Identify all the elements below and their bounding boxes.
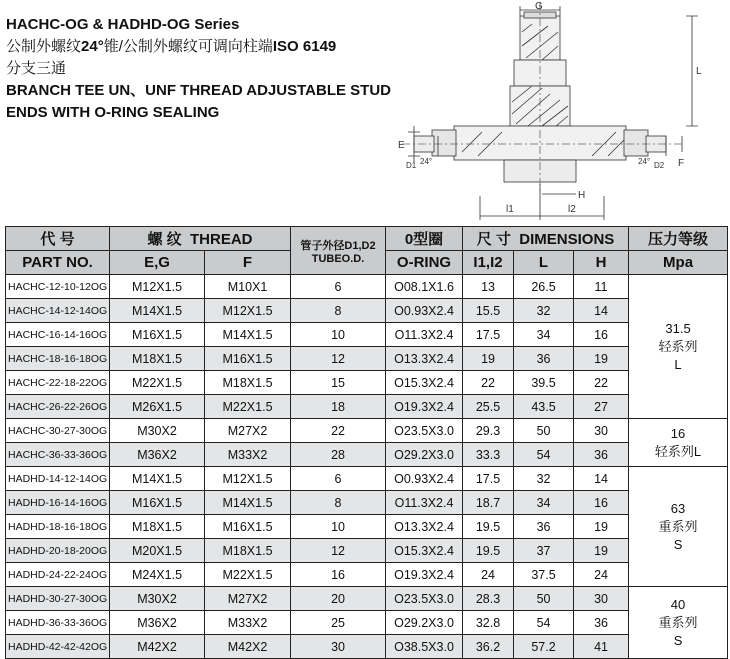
dim-l-cell: 37.5 — [514, 563, 574, 587]
pressure-code: S — [673, 536, 683, 552]
thread-eg-cell: M14X1.5 — [110, 467, 205, 491]
thread-f-cell: M10X1 — [205, 275, 291, 299]
table-row — [6, 275, 728, 299]
thread-eg-cell: M20X1.5 — [110, 539, 205, 563]
part-number-cell: HADHD-30-27-30OG — [6, 587, 110, 611]
oring-cell: O23.5X3.0 — [386, 419, 463, 443]
thread-f-cell: M14X1.5 — [205, 323, 291, 347]
part-number-cell: HACHC-14-12-14OG — [6, 299, 110, 323]
tube-od-cell: 15 — [291, 371, 386, 395]
thread-eg-cell: M16X1.5 — [110, 323, 205, 347]
header-oring-en: O-RING — [386, 251, 463, 275]
dim-h-cell: 36 — [574, 611, 629, 635]
thread-f-cell: M12X1.5 — [205, 467, 291, 491]
dim-d2-label: D2 — [654, 161, 665, 170]
table-row — [6, 371, 728, 395]
tube-od-cell: 12 — [291, 539, 386, 563]
dim-l-cell: 39.5 — [514, 371, 574, 395]
dim-h-cell: 22 — [574, 371, 629, 395]
header-tube-en: TUBEO.D. — [311, 252, 365, 265]
dim-l12-cell: 32.8 — [463, 611, 514, 635]
header-code-cn: 代 号 — [6, 227, 110, 251]
oring-cell: O11.3X2.4 — [386, 323, 463, 347]
dim-l12-cell: 24 — [463, 563, 514, 587]
dim-l12-cell: 17.5 — [463, 323, 514, 347]
header-l: L — [514, 251, 574, 275]
pressure-group-cell — [629, 587, 728, 659]
dim-l12-cell: 25.5 — [463, 395, 514, 419]
dim-l2-label: l2 — [568, 204, 576, 215]
cn-title-angle: 24° — [81, 38, 104, 55]
dim-l12-cell: 36.2 — [463, 635, 514, 659]
tube-od-cell: 6 — [291, 275, 386, 299]
table-row — [6, 299, 728, 323]
dim-l12-cell: 19.5 — [463, 515, 514, 539]
oring-cell: O08.1X1.6 — [386, 275, 463, 299]
dim-d1-label: D1 — [406, 161, 417, 170]
thread-eg-cell: M26X1.5 — [110, 395, 205, 419]
thread-eg-cell: M18X1.5 — [110, 515, 205, 539]
thread-eg-cell: M36X2 — [110, 611, 205, 635]
cn-title-part: 锥/公制外螺纹可调向柱端 — [103, 38, 273, 55]
dim-l-cell: 50 — [514, 419, 574, 443]
oring-cell: O0.93X2.4 — [386, 467, 463, 491]
pressure-group-cell — [629, 419, 728, 467]
thread-f-cell: M16X1.5 — [205, 347, 291, 371]
header-dimensions — [463, 227, 629, 251]
oring-cell: O15.3X2.4 — [386, 371, 463, 395]
part-number-cell: HACHC-18-16-18OG — [6, 347, 110, 371]
header-h: H — [574, 251, 629, 275]
thread-eg-cell: M36X2 — [110, 443, 205, 467]
part-number-cell: HADHD-42-42-42OG — [6, 635, 110, 659]
part-number-cell: HACHC-30-27-30OG — [6, 419, 110, 443]
dim-h-cell: 24 — [574, 563, 629, 587]
header-thread-en: THREAD — [190, 231, 253, 248]
dim-h-cell: 11 — [574, 275, 629, 299]
cn-title-standard: ISO 6149 — [272, 38, 337, 55]
oring-cell: O23.5X3.0 — [386, 587, 463, 611]
title-block — [6, 14, 391, 124]
table-row — [6, 395, 728, 419]
tube-od-cell: 6 — [291, 467, 386, 491]
thread-f-cell: M33X2 — [205, 611, 291, 635]
table-row — [6, 419, 728, 443]
table-row — [6, 539, 728, 563]
tube-od-cell: 10 — [291, 323, 386, 347]
english-title-line1: BRANCH TEE UN、UNF THREAD ADJUSTABLE STUD — [6, 82, 391, 99]
dim-l12-cell: 28.3 — [463, 587, 514, 611]
tube-od-cell: 20 — [291, 587, 386, 611]
header-tube — [291, 227, 386, 275]
thread-f-cell: M14X1.5 — [205, 491, 291, 515]
dim-l-cell: 36 — [514, 515, 574, 539]
dim-l12-cell: 13 — [463, 275, 514, 299]
tube-od-cell: 10 — [291, 515, 386, 539]
dim-h-cell: 30 — [574, 419, 629, 443]
dim-l-cell: 54 — [514, 443, 574, 467]
tube-od-cell: 18 — [291, 395, 386, 419]
header-dim-cn: 尺 寸 — [476, 231, 511, 248]
dim-l-cell: 37 — [514, 539, 574, 563]
tube-od-cell: 28 — [291, 443, 386, 467]
tube-od-cell: 30 — [291, 635, 386, 659]
tube-od-cell: 25 — [291, 611, 386, 635]
dim-l-cell: 34 — [514, 491, 574, 515]
dim-l12-cell: 15.5 — [463, 299, 514, 323]
part-number-cell: HADHD-20-18-20OG — [6, 539, 110, 563]
oring-cell: O11.3X2.4 — [386, 491, 463, 515]
oring-cell: O29.2X3.0 — [386, 443, 463, 467]
header-f: F — [205, 251, 291, 275]
dim-h-cell: 19 — [574, 347, 629, 371]
chinese-title-line2: 分支三通 — [6, 60, 67, 77]
table-row — [6, 467, 728, 491]
tube-od-cell: 12 — [291, 347, 386, 371]
header-dim-en: DIMENSIONS — [519, 231, 615, 248]
oring-cell: O13.3X2.4 — [386, 515, 463, 539]
english-title-line2: ENDS WITH O-RING SEALING — [6, 104, 220, 121]
header-pressure-cn: 压力等级 — [629, 227, 728, 251]
oring-cell: O19.3X2.4 — [386, 563, 463, 587]
pressure-value: 31.5 — [665, 320, 691, 336]
header-oring-cn: 0型圈 — [386, 227, 463, 251]
dim-h-cell: 16 — [574, 491, 629, 515]
thread-eg-cell: M30X2 — [110, 587, 205, 611]
thread-f-cell: M27X2 — [205, 419, 291, 443]
part-number-cell: HADHD-14-12-14OG — [6, 467, 110, 491]
dim-l-cell: 36 — [514, 347, 574, 371]
dim-f-label: F — [678, 158, 685, 169]
pressure-series: 重系列 — [658, 518, 698, 534]
thread-f-cell: M42X2 — [205, 635, 291, 659]
dim-h-label: H — [578, 190, 586, 201]
table-row — [6, 347, 728, 371]
dim-l12-cell: 17.5 — [463, 467, 514, 491]
dim-angle2-label: 24° — [638, 157, 651, 166]
tube-od-cell: 16 — [291, 563, 386, 587]
pressure-series: 重系列 — [658, 614, 698, 630]
dim-h-cell: 14 — [574, 299, 629, 323]
dim-l-cell: 54 — [514, 611, 574, 635]
dim-l-cell: 43.5 — [514, 395, 574, 419]
thread-f-cell: M22X1.5 — [205, 395, 291, 419]
oring-cell: O15.3X2.4 — [386, 539, 463, 563]
part-number-cell: HADHD-16-14-16OG — [6, 491, 110, 515]
thread-eg-cell: M14X1.5 — [110, 299, 205, 323]
table-row — [6, 563, 728, 587]
dim-h-cell: 27 — [574, 395, 629, 419]
thread-eg-cell: M30X2 — [110, 419, 205, 443]
tube-od-cell: 8 — [291, 491, 386, 515]
dim-l1-label: l1 — [506, 204, 514, 215]
table-row — [6, 323, 728, 347]
pressure-series: 轻系列L — [654, 443, 702, 459]
header-thread-cn: 螺 纹 — [147, 231, 182, 248]
dim-h-cell: 19 — [574, 515, 629, 539]
dim-e-label: E — [398, 140, 405, 151]
tube-od-cell: 8 — [291, 299, 386, 323]
oring-cell: O13.3X2.4 — [386, 347, 463, 371]
thread-f-cell: M33X2 — [205, 443, 291, 467]
chinese-title-line1 — [6, 36, 391, 58]
cn-title-part: 公制外螺纹 — [6, 38, 82, 55]
dim-h-cell: 41 — [574, 635, 629, 659]
header-thread — [110, 227, 291, 251]
thread-eg-cell: M24X1.5 — [110, 563, 205, 587]
dim-h-cell: 16 — [574, 323, 629, 347]
dim-l12-cell: 29.3 — [463, 419, 514, 443]
dim-l12-cell: 18.7 — [463, 491, 514, 515]
series-title: HACHC-OG & HADHD-OG Series — [6, 16, 240, 33]
table-row — [6, 611, 728, 635]
part-number-cell: HACHC-36-33-36OG — [6, 443, 110, 467]
part-number-cell: HACHC-12-10-12OG — [6, 275, 110, 299]
table-row — [6, 587, 728, 611]
thread-eg-cell: M22X1.5 — [110, 371, 205, 395]
dim-angle1-label: 24° — [420, 157, 433, 166]
pressure-value: 40 — [670, 596, 686, 612]
dim-l-cell: 57.2 — [514, 635, 574, 659]
thread-eg-cell: M18X1.5 — [110, 347, 205, 371]
part-number-cell: HACHC-26-22-26OG — [6, 395, 110, 419]
pressure-value: 16 — [670, 425, 686, 441]
table-row — [6, 443, 728, 467]
oring-cell: O0.93X2.4 — [386, 299, 463, 323]
dim-g-label: G — [535, 2, 543, 12]
pressure-value: 63 — [670, 500, 686, 516]
tee-fitting-drawing — [392, 2, 728, 224]
dim-l-cell: 32 — [514, 299, 574, 323]
thread-eg-cell: M12X1.5 — [110, 275, 205, 299]
pressure-code: S — [673, 632, 683, 648]
dim-l12-cell: 22 — [463, 371, 514, 395]
part-number-cell: HADHD-18-16-18OG — [6, 515, 110, 539]
thread-f-cell: M12X1.5 — [205, 299, 291, 323]
part-number-cell: HACHC-16-14-16OG — [6, 323, 110, 347]
dim-l12-cell: 19.5 — [463, 539, 514, 563]
header-tube-cn: 管子外径D1,D2 — [300, 239, 376, 252]
part-number-cell: HACHC-22-18-22OG — [6, 371, 110, 395]
dim-l-cell: 26.5 — [514, 275, 574, 299]
tube-od-cell: 22 — [291, 419, 386, 443]
thread-f-cell: M18X1.5 — [205, 539, 291, 563]
header-pressure-mpa: Mpa — [629, 251, 728, 275]
oring-cell: O38.5X3.0 — [386, 635, 463, 659]
thread-f-cell: M22X1.5 — [205, 563, 291, 587]
pressure-group-cell — [629, 275, 728, 419]
dim-l-label: L — [696, 66, 702, 77]
header-l12: I1,I2 — [463, 251, 514, 275]
header-part-no: PART NO. — [6, 251, 110, 275]
thread-eg-cell: M16X1.5 — [110, 491, 205, 515]
pressure-group-cell — [629, 467, 728, 587]
thread-eg-cell: M42X2 — [110, 635, 205, 659]
table-row — [6, 635, 728, 659]
thread-f-cell: M18X1.5 — [205, 371, 291, 395]
dim-h-cell: 19 — [574, 539, 629, 563]
dim-l12-cell: 19 — [463, 347, 514, 371]
table-row — [6, 491, 728, 515]
table-row — [6, 515, 728, 539]
dim-l-cell: 32 — [514, 467, 574, 491]
thread-f-cell: M27X2 — [205, 587, 291, 611]
oring-cell: O19.3X2.4 — [386, 395, 463, 419]
dim-l-cell: 50 — [514, 587, 574, 611]
dim-h-cell: 14 — [574, 467, 629, 491]
dim-l12-cell: 33.3 — [463, 443, 514, 467]
part-number-cell: HADHD-36-33-36OG — [6, 611, 110, 635]
oring-cell: O29.2X3.0 — [386, 611, 463, 635]
thread-f-cell: M16X1.5 — [205, 515, 291, 539]
dim-h-cell: 30 — [574, 587, 629, 611]
dim-h-cell: 36 — [574, 443, 629, 467]
dim-l-cell: 34 — [514, 323, 574, 347]
spec-table — [5, 226, 728, 659]
pressure-code: L — [674, 356, 682, 372]
part-number-cell: HADHD-24-22-24OG — [6, 563, 110, 587]
pressure-series: 轻系列 — [658, 338, 698, 354]
header-eg: E,G — [110, 251, 205, 275]
